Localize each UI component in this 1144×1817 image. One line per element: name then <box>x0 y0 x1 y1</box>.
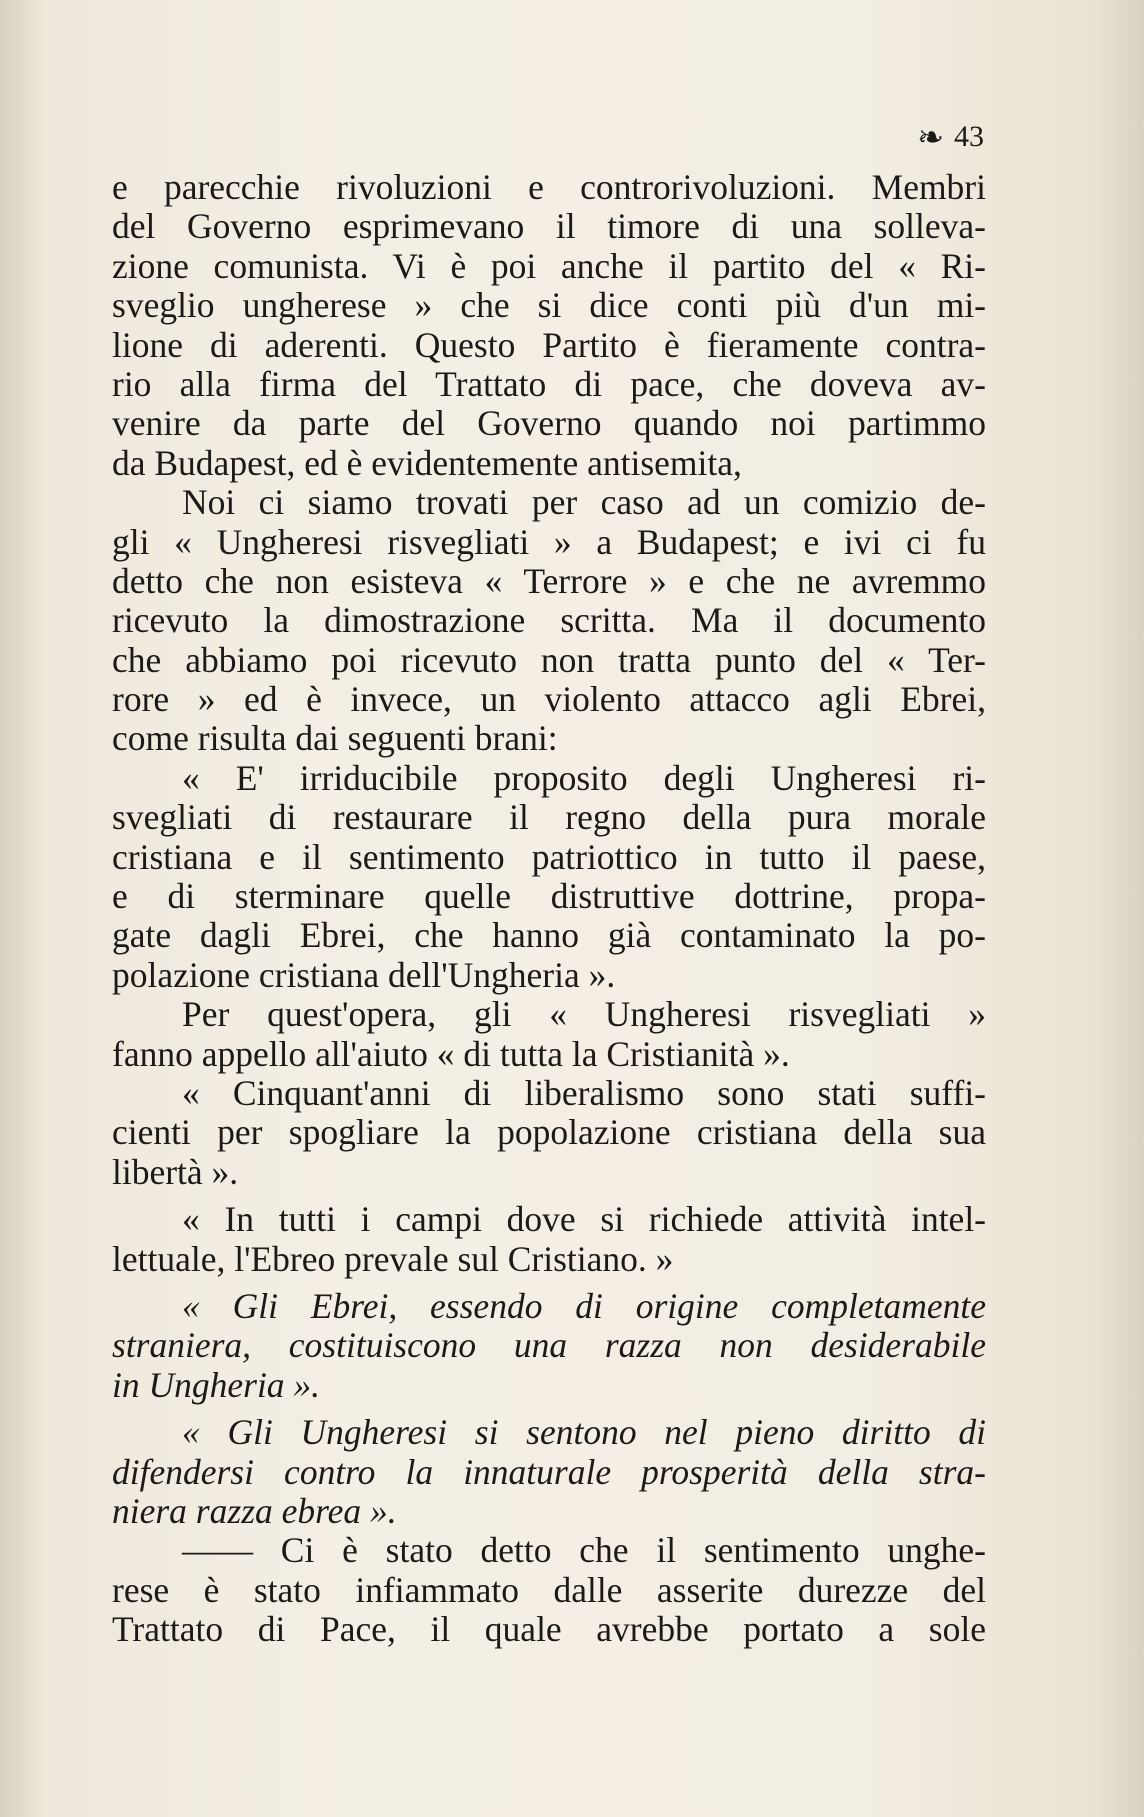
text-line: gli « Ungheresi risvegliati » a Budapest; e ivi ci fu <box>112 521 986 562</box>
text-line: « In tutti i campi dove si richiede attività intel- <box>182 1199 986 1240</box>
text-line: « Cinquant'anni di liberalismo sono stati suffi- <box>182 1072 986 1113</box>
text-line: che abbiamo poi ricevuto non tratta punto del « Ter- <box>112 639 986 680</box>
page-header <box>917 120 984 154</box>
text-line: Noi ci siamo trovati per caso ad un comizio de- <box>182 482 986 523</box>
fleuron-icon: ❧ <box>917 119 944 155</box>
text-line: e parecchie rivoluzioni e controrivoluzioni. Membri <box>112 167 986 207</box>
text-line: rore » ed è invece, un violento attacco agli Ebrei, <box>112 679 986 720</box>
text-line: « Gli Ebrei, essendo di origine completamente <box>182 1285 986 1326</box>
text-line: « Gli Ungheresi si sentono nel pieno diritto di <box>182 1412 986 1453</box>
text-line: straniera, costituiscono una razza non desiderabile <box>112 1325 986 1366</box>
text-line: « E' irriducibile proposito degli Ungheresi ri- <box>182 757 986 798</box>
text-line: gate dagli Ebrei, che hanno già contaminato la po- <box>112 915 986 956</box>
text-line: lione di aderenti. Questo Partito è fieramente contra- <box>112 324 986 365</box>
text-line: Trattato di Pace, il quale avrebbe portato a sole <box>112 1609 986 1650</box>
text-line: cristiana e il sentimento patriottico in tutto il paese, <box>112 836 986 877</box>
text-line: cienti per spogliare la popolazione cristiana della sua <box>112 1112 986 1153</box>
body-text <box>112 168 986 1649</box>
text-line: polazione cristiana dell'Ungheria ». <box>112 954 616 995</box>
text-line: come risulta dai seguenti brani: <box>112 718 558 759</box>
text-line: —— Ci è stato detto che il sentimento unghe- <box>182 1530 986 1571</box>
text-line: detto che non esisteva « Terrore » e che ne avremmo <box>112 560 986 601</box>
text-line: ricevuto la dimostrazione scritta. Ma il documento <box>112 600 986 641</box>
text-line: libertà ». <box>112 1151 239 1192</box>
text-line: e di sterminare quelle distruttive dottrine, propa- <box>112 876 986 917</box>
text-line: svegliati di restaurare il regno della pura morale <box>112 797 986 838</box>
text-line: rese è stato infiammato dalle asserite durezze del <box>112 1569 986 1610</box>
text-line: del Governo esprimevano il timore di una solleva- <box>112 206 986 247</box>
text-line: difendersi contro la innaturale prosperità della stra- <box>112 1451 986 1492</box>
text-line: lettuale, l'Ebreo prevale sul Cristiano. » <box>112 1238 674 1279</box>
text-line: zione comunista. Vi è poi anche il partito del « Ri- <box>112 245 986 286</box>
text-line: venire da parte del Governo quando noi partimmo <box>112 403 986 444</box>
text-line: Per quest'opera, gli « Ungheresi risvegliati » <box>182 994 986 1035</box>
text-line: rio alla firma del Trattato di pace, che doveva av- <box>112 363 986 404</box>
text-line: niera razza ebrea ». <box>112 1490 397 1531</box>
text-line: da Budapest, ed è evidentemente antisemita, <box>112 442 742 483</box>
page-number: 43 <box>954 120 984 153</box>
text-line: in Ungheria ». <box>112 1364 321 1405</box>
text-line: sveglio ungherese » che si dice conti più d'un mi- <box>112 285 986 326</box>
text-line: fanno appello all'aiuto « di tutta la Cristianità ». <box>112 1033 790 1074</box>
